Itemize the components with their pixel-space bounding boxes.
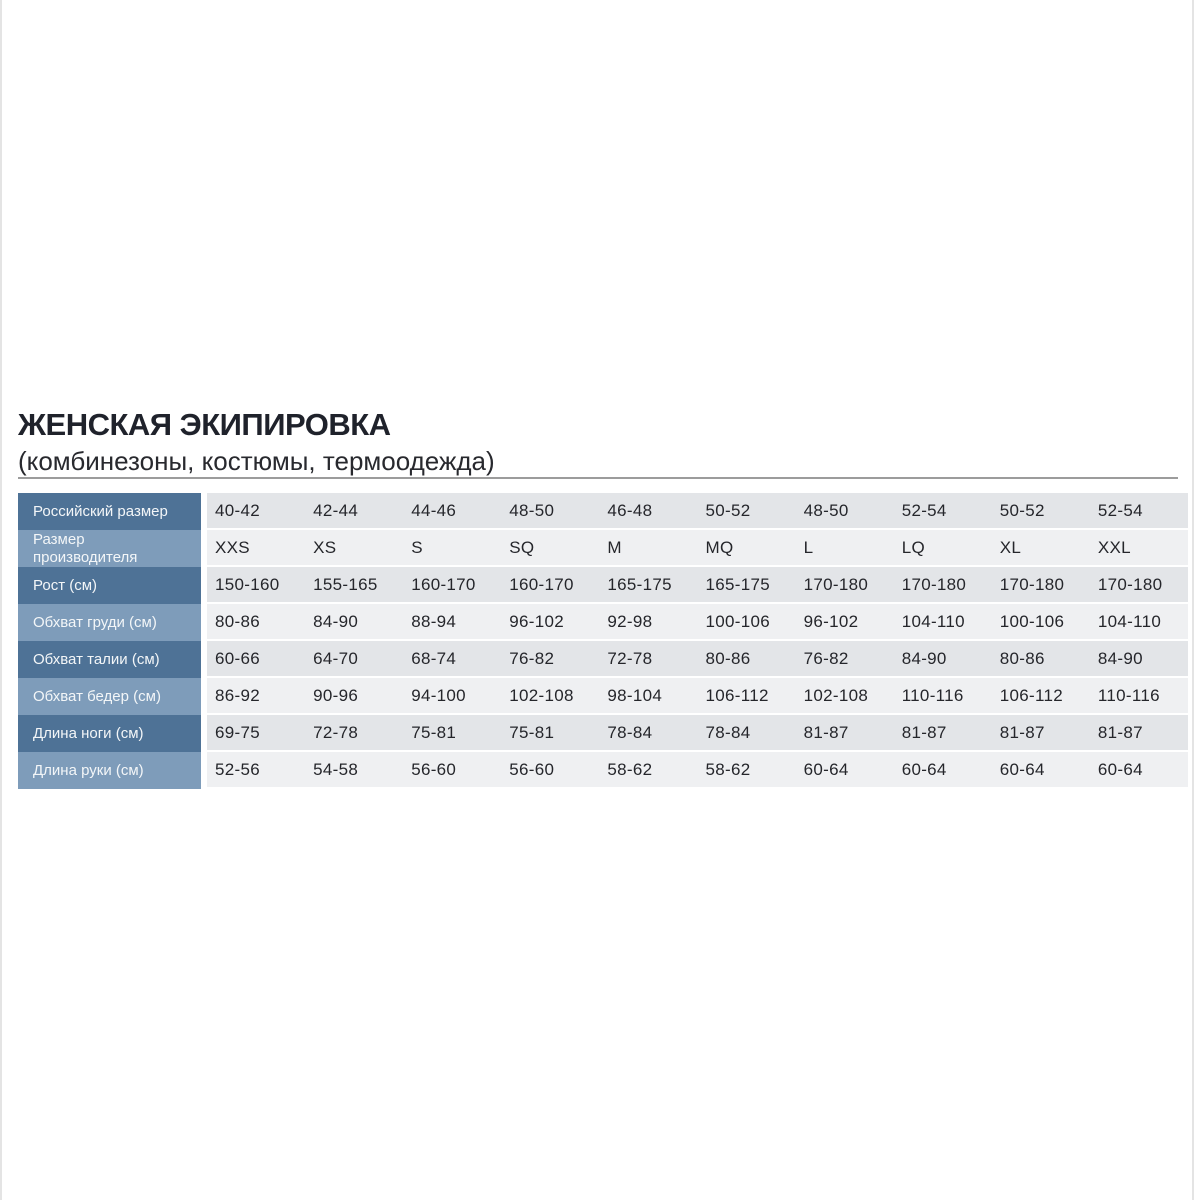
size-cell: 86-92 [207,678,305,715]
size-cell: 102-108 [501,678,599,715]
size-cell: 42-44 [305,493,403,530]
size-cell: 46-48 [599,493,697,530]
size-cell: 60-64 [796,752,894,789]
size-cell: XXL [1090,530,1188,567]
size-cell: 160-170 [501,567,599,604]
row-label: Российский размер [18,493,201,530]
size-cell: 92-98 [599,604,697,641]
size-cell: 170-180 [894,567,992,604]
size-cell: 81-87 [1090,715,1188,752]
size-cell: 80-86 [992,641,1090,678]
size-cell: 52-56 [207,752,305,789]
row-label: Длина руки (см) [18,752,201,789]
size-cell: 72-78 [305,715,403,752]
size-cell: 96-102 [501,604,599,641]
size-cell: 48-50 [501,493,599,530]
size-cell: 165-175 [599,567,697,604]
row-label: Обхват бедер (см) [18,678,201,715]
size-cell: 52-54 [1090,493,1188,530]
size-cell: 110-116 [894,678,992,715]
size-cell: 94-100 [403,678,501,715]
size-cell: 88-94 [403,604,501,641]
size-cell: 48-50 [796,493,894,530]
size-cell: XL [992,530,1090,567]
size-cell: 106-112 [697,678,795,715]
size-cell: 170-180 [992,567,1090,604]
size-cell: 56-60 [501,752,599,789]
size-cell: 60-66 [207,641,305,678]
size-cell: 81-87 [894,715,992,752]
size-cell: 100-106 [697,604,795,641]
size-cell: 90-96 [305,678,403,715]
size-cell: 50-52 [992,493,1090,530]
page-subtitle: (комбинезоны, костюмы, термоодежда) [18,446,495,476]
size-cell: 72-78 [599,641,697,678]
size-cell: LQ [894,530,992,567]
size-cell: 102-108 [796,678,894,715]
size-cell: 104-110 [894,604,992,641]
size-cell: 96-102 [796,604,894,641]
size-cell: 52-54 [894,493,992,530]
size-cell: 78-84 [697,715,795,752]
size-cell: 81-87 [796,715,894,752]
header-block [18,408,1178,476]
size-cell: 150-160 [207,567,305,604]
size-table [18,493,1188,789]
size-cell: 78-84 [599,715,697,752]
size-cell: 106-112 [992,678,1090,715]
size-cell: 60-64 [992,752,1090,789]
size-cell: MQ [697,530,795,567]
size-cell: 75-81 [501,715,599,752]
size-cell: 69-75 [207,715,305,752]
size-cell: 58-62 [599,752,697,789]
size-cell: 75-81 [403,715,501,752]
size-cell: 80-86 [207,604,305,641]
size-cell: 98-104 [599,678,697,715]
size-cell: 60-64 [894,752,992,789]
row-label: Обхват груди (см) [18,604,201,641]
page-title: ЖЕНСКАЯ ЭКИПИРОВКА [18,407,391,442]
size-cell: 40-42 [207,493,305,530]
size-cell: 58-62 [697,752,795,789]
size-cell: 76-82 [796,641,894,678]
size-cell: 84-90 [894,641,992,678]
size-cell: 50-52 [697,493,795,530]
row-label: Обхват талии (см) [18,641,201,678]
size-cell: 80-86 [697,641,795,678]
size-cell: 160-170 [403,567,501,604]
size-cell: 110-116 [1090,678,1188,715]
row-label: Рост (см) [18,567,201,604]
size-cell: S [403,530,501,567]
size-cell: 84-90 [305,604,403,641]
size-cell: 170-180 [1090,567,1188,604]
page-right-border [1192,0,1194,1200]
header-divider [18,477,1178,479]
size-cell: 84-90 [1090,641,1188,678]
size-cell: 60-64 [1090,752,1188,789]
size-cell: 155-165 [305,567,403,604]
size-cell: XS [305,530,403,567]
size-cell: 44-46 [403,493,501,530]
row-label: Размер производителя [18,530,201,567]
size-cell: 165-175 [697,567,795,604]
size-cell: 68-74 [403,641,501,678]
size-cell: 81-87 [992,715,1090,752]
size-cell: 64-70 [305,641,403,678]
size-cell: L [796,530,894,567]
size-cell: M [599,530,697,567]
size-cell: 104-110 [1090,604,1188,641]
size-cell: 170-180 [796,567,894,604]
size-cell: 54-58 [305,752,403,789]
size-cell: 56-60 [403,752,501,789]
page-left-border [0,0,2,1200]
row-label: Длина ноги (см) [18,715,201,752]
size-cell: 76-82 [501,641,599,678]
size-cell: 100-106 [992,604,1090,641]
size-cell: XXS [207,530,305,567]
size-cell: SQ [501,530,599,567]
